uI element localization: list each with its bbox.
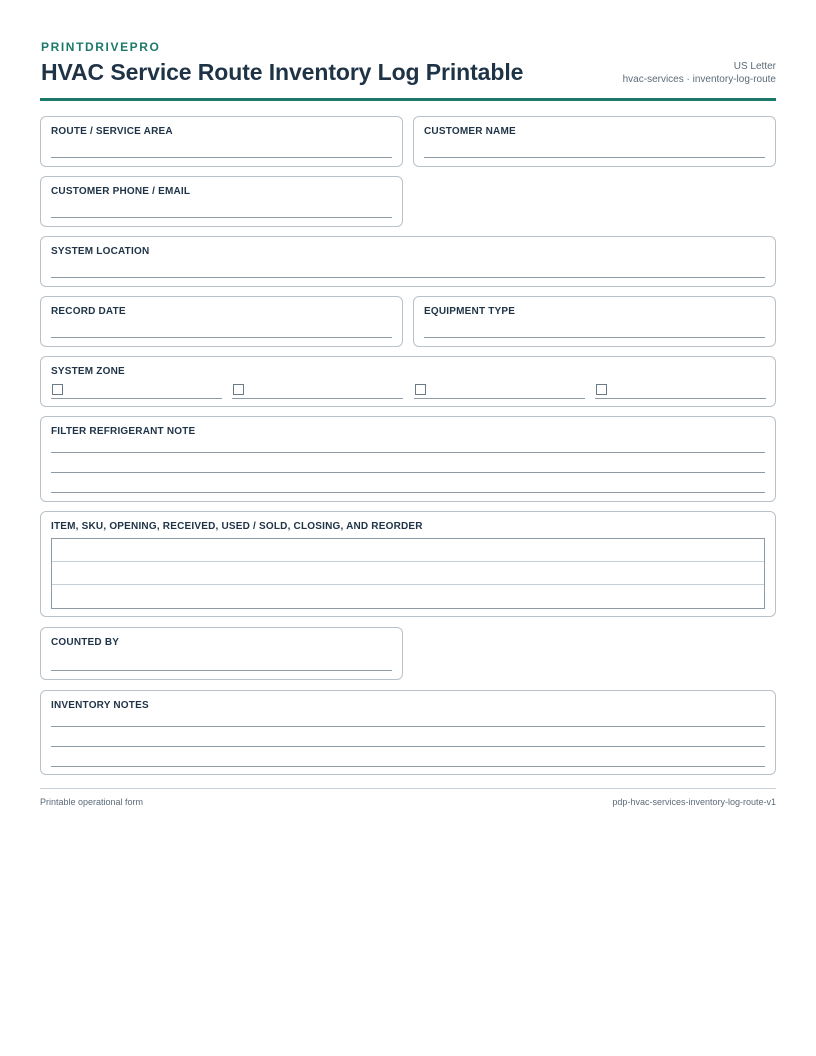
form-meta	[623, 60, 776, 86]
filter-refrigerant-note-line-2[interactable]	[51, 472, 765, 473]
equipment-type-label: EQUIPMENT TYPE	[424, 306, 516, 317]
system-location-field	[40, 236, 776, 287]
footer-form-type: Printable operational form	[40, 797, 144, 807]
counted-by-input-line[interactable]	[51, 670, 392, 671]
table-row[interactable]	[52, 585, 764, 608]
inventory-notes-line-3[interactable]	[51, 766, 765, 767]
customer-name-label: CUSTOMER NAME	[424, 126, 516, 137]
filter-refrigerant-note-field	[40, 416, 776, 502]
inventory-notes-field	[40, 690, 776, 775]
checkbox-icon[interactable]	[233, 384, 244, 395]
inventory-table-label: ITEM, SKU, OPENING, RECEIVED, USED / SOLD, CLOSING, AND REORDER	[51, 521, 423, 532]
inventory-table	[51, 538, 765, 609]
record-date-input-line[interactable]	[51, 337, 392, 338]
form-footer	[40, 788, 776, 807]
filter-refrigerant-note-label: FILTER REFRIGERANT NOTE	[51, 426, 196, 437]
counted-by-label: COUNTED BY	[51, 637, 120, 648]
customer-phone-email-input-line[interactable]	[51, 217, 392, 218]
route-service-area-label: ROUTE / SERVICE AREA	[51, 126, 173, 137]
checkbox-icon[interactable]	[596, 384, 607, 395]
inventory-notes-line-2[interactable]	[51, 746, 765, 747]
system-zone-option-4[interactable]	[595, 383, 766, 399]
inventory-table-field	[40, 511, 776, 617]
checkbox-icon[interactable]	[415, 384, 426, 395]
customer-name-field	[413, 116, 776, 167]
route-service-area-field	[40, 116, 403, 167]
checkbox-icon[interactable]	[52, 384, 63, 395]
form-page	[40, 0, 776, 711]
table-row[interactable]	[52, 539, 764, 562]
form-header	[40, 0, 776, 101]
record-date-label: RECORD DATE	[51, 306, 126, 317]
system-zone-field	[40, 356, 776, 407]
paper-size-label: US Letter	[733, 61, 776, 72]
system-location-input-line[interactable]	[51, 277, 765, 278]
system-zone-option-1[interactable]	[51, 383, 222, 399]
system-zone-option-3[interactable]	[414, 383, 585, 399]
filter-refrigerant-note-line-1[interactable]	[51, 452, 765, 453]
equipment-type-input-line[interactable]	[424, 337, 765, 338]
brand-logo: PRINTDRIVEPRO	[41, 40, 161, 54]
filter-refrigerant-note-line-3[interactable]	[51, 492, 765, 493]
record-date-field	[40, 296, 403, 347]
inventory-notes-line-1[interactable]	[51, 726, 765, 727]
inventory-notes-label: INVENTORY NOTES	[51, 700, 149, 711]
system-location-label: SYSTEM LOCATION	[51, 246, 150, 257]
form-slug-label: hvac-services · inventory-log-route	[622, 74, 776, 85]
counted-by-field	[40, 627, 403, 680]
equipment-type-field	[413, 296, 776, 347]
customer-phone-email-field	[40, 176, 403, 227]
customer-phone-email-label: CUSTOMER PHONE / EMAIL	[51, 186, 191, 197]
page-title: HVAC Service Route Inventory Log Printable	[41, 59, 524, 85]
route-service-area-input-line[interactable]	[51, 157, 392, 158]
system-zone-option-2[interactable]	[232, 383, 403, 399]
footer-form-id: pdp-hvac-services-inventory-log-route-v1	[612, 797, 776, 807]
system-zone-label: SYSTEM ZONE	[51, 366, 125, 377]
customer-name-input-line[interactable]	[424, 157, 765, 158]
table-row[interactable]	[52, 562, 764, 585]
